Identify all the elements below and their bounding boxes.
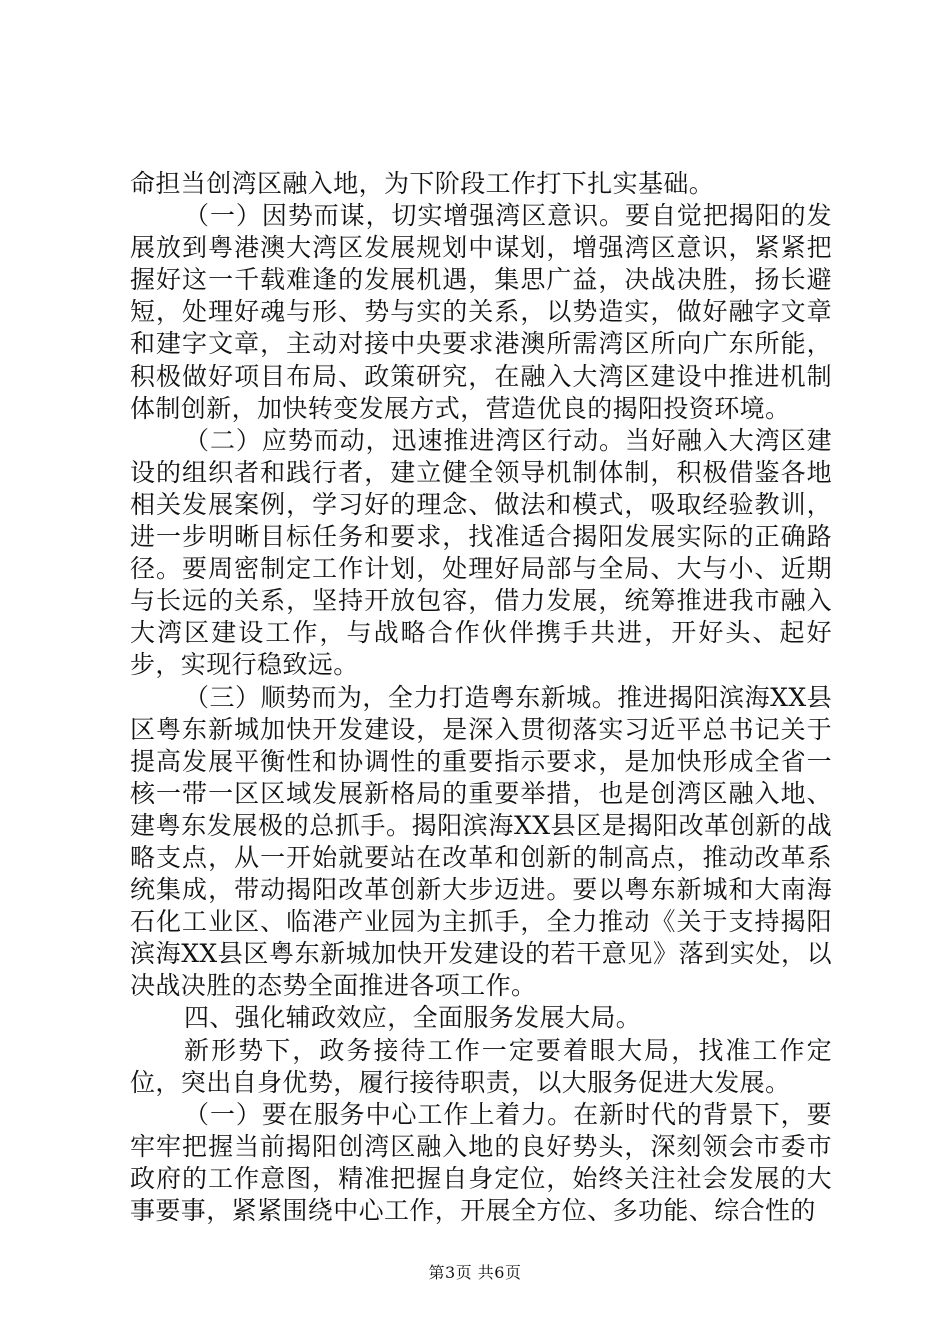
paragraph-continuation: 命担当创湾区融入地，为下阶段工作打下扎实基础。 — [130, 169, 715, 198]
page-indicator: 第3页 共6页 — [428, 1263, 522, 1282]
paragraph-section-3: （三）顺势而为，全力打造粤东新城。推进揭阳滨海XX县区粤东新城加快开发建设，是深入贯彻落实习近平总书记关于提高发展平衡性和协调性的重要指示要求，是加快形成全省一核一带一区区域发展新格局的重要举措，也是创湾区融入地、建粤东发展极的总抓手。揭阳滨海XX县区是揭阳改革创新的战略支点，从一开始就要站在改革和创新的制高点，推动改革系统集成，带动揭阳改革创新大步迈进。要以粤东新城和大南海石化工业区、临港产业园为主抓手，全力推动《关于支持揭阳滨海XX县区粤东新城加快开发建设的若干意见》落到实处，以决战决胜的态势全面推进各项工作。 — [130, 682, 832, 1001]
page-footer — [0, 1263, 950, 1283]
section-heading-four: 四、强化辅政效应，全面服务发展大局。 — [184, 1003, 642, 1033]
paragraph-section-1: （一）因势而谋，切实增强湾区意识。要自觉把揭阳的发展放到粤港澳大湾区发展规划中谋划，增强湾区意识，紧紧把握好这一千载难逢的发展机遇，集思广益，决战决胜，扬长避短，处理好魂与形、势与实的关系，以势造实，做好融字文章和建字文章，主动对接中央要求港澳所需湾区所向广东所能，积极做好项目布局、政策研究，在融入大湾区建设中推进机制体制创新，加快转变发展方式，营造优良的揭阳投资环境。 — [130, 201, 832, 423]
paragraph-subsection-1: （一）要在服务中心工作上着力。在新时代的背景下，要牢牢把握当前揭阳创湾区融入地的良好势头，深刻领会市委市政府的工作意图，精准把握自身定位，始终关注社会发展的大事要事，紧紧围绕中心工作，开展全方位、多功能、综合性的 — [130, 1099, 832, 1225]
paragraph-section-2: （二）应势而动，迅速推进湾区行动。当好融入大湾区建设的组织者和践行者，建立健全领导机制体制，积极借鉴各地相关发展案例，学习好的理念、做法和模式，吸取经验教训，进一步明晰目标任务和要求，找准适合揭阳发展实际的正确路径。要周密制定工作计划，处理好局部与全局、大与小、近期与长远的关系，坚持开放包容，借力发展，统筹推进我市融入大湾区建设工作，与战略合作伙伴携手共进，开好头、起好步，实现行稳致远。 — [130, 425, 832, 680]
paragraph-intro: 新形势下，政务接待工作一定要着眼大局，找准工作定位，突出自身优势，履行接待职责，以大服务促进大发展。 — [130, 1035, 832, 1097]
document-body — [130, 168, 832, 1227]
